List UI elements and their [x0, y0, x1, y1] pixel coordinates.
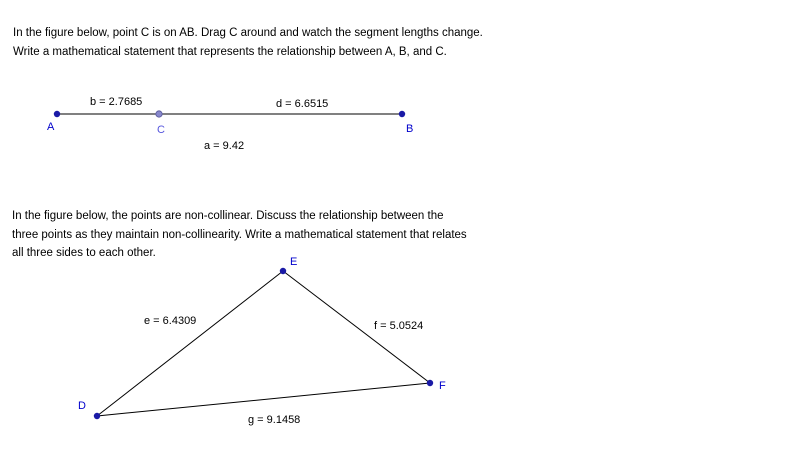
side-f-length: f = 5.0524	[374, 320, 424, 332]
point-e[interactable]	[280, 268, 286, 274]
segment-a-length: a = 9.42	[204, 140, 245, 152]
segment-figure	[47, 96, 413, 152]
point-f-label: F	[439, 380, 446, 392]
point-e-label: E	[290, 256, 298, 268]
instruction-line: In the figure below, the points are non-collinear. Discuss the relationship between the	[12, 210, 444, 222]
point-d-label: D	[78, 400, 86, 412]
segment-d-length: d = 6.6515	[276, 98, 329, 110]
side-g[interactable]	[97, 383, 430, 416]
side-g-length: g = 9.1458	[248, 414, 301, 426]
instruction-line: all three sides to each other.	[12, 247, 156, 259]
side-e-length: e = 6.4309	[144, 315, 197, 327]
instruction-line: Write a mathematical statement that represents the relationship between A, B, and C.	[13, 45, 447, 58]
triangle-figure	[78, 256, 446, 426]
instruction-line: In the figure below, point C is on AB. Drag C around and watch the segment lengths change.	[13, 27, 483, 39]
segment-b-length: b = 2.7685	[90, 96, 143, 108]
point-a-label: A	[47, 121, 55, 133]
instruction-line: three points as they maintain non-collinearity. Write a mathematical statement that relates	[12, 228, 467, 241]
point-a[interactable]	[54, 111, 60, 117]
side-e[interactable]	[97, 271, 283, 416]
point-b-label: B	[406, 123, 414, 135]
point-c[interactable]	[156, 111, 162, 117]
point-f[interactable]	[427, 380, 433, 386]
point-b[interactable]	[399, 111, 405, 117]
point-d[interactable]	[94, 413, 100, 419]
point-c-label: C	[157, 124, 165, 136]
